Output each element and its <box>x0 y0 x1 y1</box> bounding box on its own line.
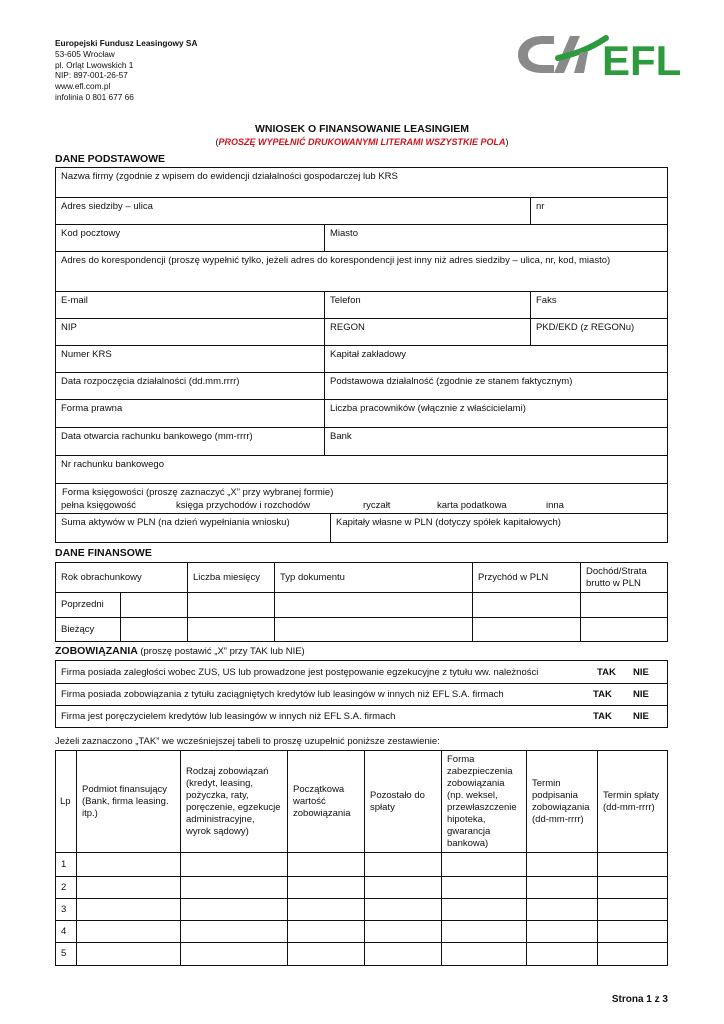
accounting-option-tax-card[interactable]: karta podatkowa <box>437 500 507 511</box>
list-header-remaining: Pozostało do spłaty <box>365 751 442 853</box>
list-cell[interactable] <box>77 921 181 943</box>
pkd-field[interactable]: PKD/EKD (z REGONu) <box>530 319 667 345</box>
subtitle-paren-close: ) <box>505 137 509 147</box>
fin-cell[interactable] <box>473 593 581 618</box>
list-row-number: 3 <box>56 899 77 921</box>
email-field[interactable]: E-mail <box>61 295 88 306</box>
obligation-yes-option[interactable]: TAK <box>593 689 612 700</box>
list-header-repay-date: Termin spłaty (dd-mm-rrrr) <box>598 751 668 853</box>
obligation-yes-option[interactable]: TAK <box>597 666 616 678</box>
financial-data-heading: DANE FINANSOWE <box>55 547 152 559</box>
employees-field[interactable]: Liczba pracowników (włącznie z właścicielami) <box>324 400 667 427</box>
fin-cell[interactable] <box>473 618 581 642</box>
list-header-lp: Lp <box>56 751 77 853</box>
krs-field[interactable]: Numer KRS <box>61 349 112 360</box>
list-cell[interactable] <box>365 853 442 877</box>
street-field[interactable]: Adres siedziby – ulica <box>61 201 153 212</box>
list-cell[interactable] <box>598 943 668 966</box>
list-header-financer: Podmiot finansujący (Bank, firma leasing. itp.) <box>77 751 181 853</box>
list-cell[interactable] <box>77 899 181 921</box>
company-website: www.efl.com.pl <box>55 81 111 92</box>
list-cell[interactable] <box>527 899 598 921</box>
obligation-no-option[interactable]: NIE <box>633 711 649 722</box>
bank-field[interactable]: Bank <box>324 428 667 455</box>
list-cell[interactable] <box>288 853 365 877</box>
start-date-field[interactable]: Data rozpoczęcia działalności (dd.mm.rrrr) <box>61 376 240 387</box>
fin-header-months: Liczba miesięcy <box>188 563 275 593</box>
list-row-number: 2 <box>56 877 77 899</box>
fin-header-profit: Dochód/Strata brutto w PLN <box>581 563 668 593</box>
list-row-number: 5 <box>56 943 77 966</box>
basic-data-table <box>55 167 668 543</box>
list-cell[interactable] <box>527 877 598 899</box>
list-row-number: 1 <box>56 853 77 877</box>
fin-cell[interactable] <box>121 618 188 642</box>
list-cell[interactable] <box>365 899 442 921</box>
list-cell[interactable] <box>442 921 527 943</box>
list-cell[interactable] <box>442 899 527 921</box>
phone-field[interactable]: Telefon <box>324 292 530 318</box>
accounting-option-ledger[interactable]: księga przychodów i rozchodów <box>176 500 311 511</box>
list-cell[interactable] <box>442 943 527 966</box>
fin-cell[interactable] <box>121 593 188 618</box>
list-cell[interactable] <box>181 921 288 943</box>
fin-header-revenue: Przychód w PLN <box>473 563 581 593</box>
company-info <box>55 38 197 103</box>
list-header-initial-value: Początkowa wartość zobowiązania <box>288 751 365 853</box>
subtitle-paren-open: ( <box>215 137 219 147</box>
obligation-yes-option[interactable]: TAK <box>593 711 612 722</box>
accounting-form-label: Forma księgowości (proszę zaznaczyć „X” przy wybranej formie) <box>62 487 334 498</box>
fin-header-document: Typ dokumentu <box>275 563 473 593</box>
list-cell[interactable] <box>181 877 288 899</box>
obligation-no-option[interactable]: NIE <box>633 689 649 700</box>
list-header-collateral: Forma zabezpieczenia zobowiązania (np. weksel, przewłaszczenie hipoteka, gwarancja bankowa) <box>442 751 527 853</box>
bank-account-number-field[interactable]: Nr rachunku bankowego <box>61 459 164 470</box>
list-cell[interactable] <box>527 943 598 966</box>
list-cell[interactable] <box>288 877 365 899</box>
form-subtitle <box>0 137 724 147</box>
fin-cell[interactable] <box>275 593 473 618</box>
list-cell[interactable] <box>598 877 668 899</box>
list-header-sign-date: Termin podpisania zobowiązania (dd-mm-rrrr) <box>527 751 598 853</box>
fin-row-previous: Poprzedni <box>56 593 121 618</box>
list-cell[interactable] <box>442 853 527 877</box>
list-cell[interactable] <box>527 853 598 877</box>
accounting-option-other[interactable]: inna <box>546 500 564 511</box>
list-cell[interactable] <box>181 853 288 877</box>
list-cell[interactable] <box>77 877 181 899</box>
main-activity-field[interactable]: Podstawowa działalność (zgodnie ze stanem faktycznym) <box>324 373 667 399</box>
fin-row-current: Bieżący <box>56 618 121 642</box>
correspondence-address-field[interactable]: Adres do korespondencji (proszę wypełnić tylko, jeżeli adres do korespondencji jest inny niż adres siedziby – ulica, nr, kod, miasto) <box>61 255 611 266</box>
list-cell[interactable] <box>181 899 288 921</box>
obligations-note: Jeżeli zaznaczono „TAK” we wcześniejszej tabeli to proszę uzupełnić poniższe zestawienie: <box>55 736 440 747</box>
obligations-hint: (proszę postawić „X” przy TAK lub NIE) <box>140 646 305 657</box>
company-name: Europejski Fundusz Leasingowy SA <box>55 38 198 48</box>
obligation-question: Firma jest poręczycielem kredytów lub leasingów w innych niż EFL S.A. firmach <box>61 711 396 722</box>
list-cell[interactable] <box>598 921 668 943</box>
obligations-title: ZOBOWIĄZANIA <box>55 645 138 657</box>
list-cell[interactable] <box>365 943 442 966</box>
company-name-field[interactable]: Nazwa firmy (zgodnie z wpisem do ewidencji działalności gospodarczej lub KRS <box>61 171 398 182</box>
obligations-heading <box>55 645 305 657</box>
company-nip: NIP: 897-001-26-57 <box>55 70 128 81</box>
accounting-form-field <box>56 484 667 513</box>
efl-logo-text: EFL <box>602 37 682 80</box>
obligation-question: Firma posiada zobowiązania z tytułu zaciągniętych kredytów lub leasingów w innych niż EFL S.A. firmach <box>61 689 504 700</box>
efl-logo-icon <box>514 28 686 80</box>
financial-data-table <box>55 562 668 642</box>
list-header-type: Rodzaj zobowiązań (kredyt, leasing, pożyczka, raty, poręczenie, egzekucje administracyjne, wyrok sądowy) <box>181 751 288 853</box>
list-cell[interactable] <box>181 943 288 966</box>
nip-field[interactable]: NIP <box>61 322 77 333</box>
subtitle-instruction: PROSZĘ WYPEŁNIĆ DRUKOWANYMI LITERAMI WSZYSTKIE POLA <box>218 137 506 147</box>
total-assets-field[interactable]: Suma aktywów w PLN (na dzień wypełniania wniosku) <box>61 517 290 528</box>
company-hotline: infolinia 0 801 677 66 <box>55 91 134 102</box>
city-field[interactable]: Miasto <box>324 225 667 251</box>
regon-field[interactable]: REGON <box>324 319 530 345</box>
obligation-no-option[interactable]: NIE <box>633 666 649 678</box>
list-cell[interactable] <box>288 943 365 966</box>
obligations-table <box>55 660 668 728</box>
bank-account-date-field[interactable]: Data otwarcia rachunku bankowego (mm-rrrr) <box>61 431 253 442</box>
list-cell[interactable] <box>527 921 598 943</box>
list-cell[interactable] <box>288 899 365 921</box>
list-cell[interactable] <box>77 943 181 966</box>
list-cell[interactable] <box>598 853 668 877</box>
obligation-question: Firma posiada zaległości wobec ZUS, US lub prowadzone jest postępowanie egzekucyjne z tytułu ww. należności <box>61 666 539 678</box>
fin-header-year: Rok obrachunkowy <box>56 563 188 593</box>
postal-code-field[interactable]: Kod pocztowy <box>61 228 121 239</box>
form-title: WNIOSEK O FINANSOWANIE LEASINGIEM <box>254 123 470 135</box>
accounting-option-full[interactable]: pełna księgowość <box>61 500 136 511</box>
fin-cell[interactable] <box>581 618 668 642</box>
basic-data-heading: DANE PODSTAWOWE <box>55 153 166 165</box>
list-cell[interactable] <box>365 921 442 943</box>
company-address-line: 53-605 Wrocław <box>55 48 115 59</box>
street-number-field[interactable]: nr <box>530 198 667 224</box>
list-cell[interactable] <box>598 899 668 921</box>
list-row-number: 4 <box>56 921 77 943</box>
fin-cell[interactable] <box>188 593 275 618</box>
equity-field[interactable]: Kapitały własne w PLN (dotyczy spółek kapitałowych) <box>330 514 667 542</box>
list-cell[interactable] <box>77 853 181 877</box>
company-address-line: pl. Orląt Lwowskich 1 <box>55 59 134 70</box>
fin-cell[interactable] <box>275 618 473 642</box>
list-cell[interactable] <box>442 877 527 899</box>
share-capital-field[interactable]: Kapitał zakładowy <box>324 346 667 372</box>
list-cell[interactable] <box>288 921 365 943</box>
fin-cell[interactable] <box>188 618 275 642</box>
legal-form-field[interactable]: Forma prawna <box>61 403 123 414</box>
obligations-list-table <box>55 750 668 966</box>
fin-cell[interactable] <box>581 593 668 618</box>
fax-field[interactable]: Faks <box>530 292 667 318</box>
accounting-option-lump-sum[interactable]: ryczałt <box>363 500 391 511</box>
list-cell[interactable] <box>365 877 442 899</box>
page-number: Strona 1 z 3 <box>611 994 668 1005</box>
